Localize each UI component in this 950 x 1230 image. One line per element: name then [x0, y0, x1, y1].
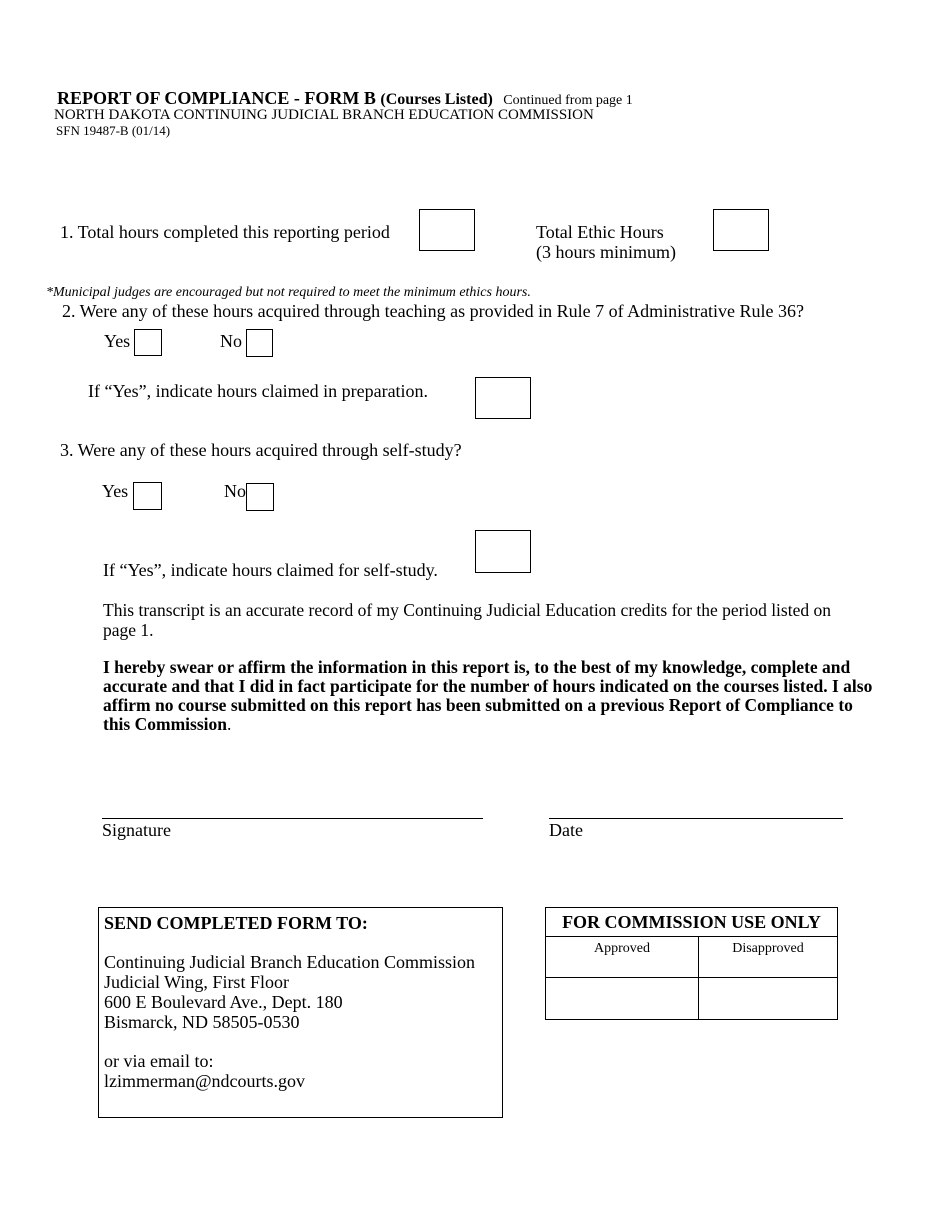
approved-cell[interactable] — [546, 978, 697, 1019]
form-title — [57, 88, 633, 109]
email-address: lzimmerman@ndcourts.gov — [104, 1071, 306, 1091]
q3-no-label: No — [224, 481, 246, 501]
ethics-hours-box[interactable] — [713, 209, 769, 251]
q2-prep-label: If “Yes”, indicate hours claimed in preparation. — [88, 381, 429, 401]
organization-name: NORTH DAKOTA CONTINUING JUDICIAL BRANCH EDUCATION COMMISSION — [54, 107, 594, 123]
address-line2: Judicial Wing, First Floor — [104, 972, 289, 992]
form-number: SFN 19487-B (01/14) — [56, 123, 171, 138]
q2-no-checkbox[interactable] — [246, 329, 273, 357]
address-line3: 600 E Boulevard Ave., Dept. 180 — [104, 992, 343, 1012]
q2-no-label: No — [220, 331, 242, 351]
affirmation-end: . — [226, 714, 232, 734]
q3-no-checkbox[interactable] — [246, 483, 274, 511]
commission-use-heading: FOR COMMISSION USE ONLY — [562, 912, 821, 932]
commission-use-box — [545, 907, 838, 1020]
send-to-heading: SEND COMPLETED FORM TO: — [104, 913, 368, 933]
q3-label: 3. Were any of these hours acquired through self-study? — [60, 440, 462, 460]
q1-label: 1. Total hours completed this reporting period — [60, 222, 390, 242]
q3-yes-label: Yes — [102, 481, 129, 501]
ethics-label-line1: Total Ethic Hours — [536, 222, 664, 242]
q2-yes-checkbox[interactable] — [134, 329, 162, 356]
affirmation-text: I hereby swear or affirm the information in this report is, to the best of my knowledge, complete and accurate and that I did in fact participate for the number of hours indicated on the courses listed. I also affirm no course submitted on this report has been submitted on a previous Report of Compliance to this Commission — [103, 657, 873, 734]
affirmation-statement — [103, 658, 873, 734]
disapproved-label: Disapproved — [732, 941, 804, 956]
form-subtitle: (Courses Listed) — [380, 91, 493, 108]
ethics-label-line2: (3 hours minimum) — [536, 242, 676, 262]
address-line4: Bismarck, ND 58505-0530 — [104, 1012, 300, 1032]
email-intro: or via email to: — [104, 1051, 214, 1071]
q2-label: 2. Were any of these hours acquired through teaching as provided in Rule 7 of Administrative Rule 36? — [62, 301, 805, 321]
address-line1: Continuing Judicial Branch Education Commission — [104, 952, 475, 972]
date-label: Date — [549, 820, 583, 840]
q3-self-study-label: If “Yes”, indicate hours claimed for self-study. — [103, 560, 438, 580]
q2-yes-label: Yes — [104, 331, 131, 351]
self-study-hours-box[interactable] — [475, 530, 531, 573]
continued-note: Continued from page 1 — [503, 93, 633, 108]
transcript-statement: This transcript is an accurate record of my Continuing Judicial Education credits for the period listed on page 1. — [103, 600, 831, 640]
approved-label: Approved — [594, 941, 650, 956]
date-line[interactable] — [549, 803, 843, 819]
municipal-judges-note: *Municipal judges are encouraged but not required to meet the minimum ethics hours. — [46, 285, 531, 300]
commission-divider-top — [546, 936, 837, 937]
prep-hours-box[interactable] — [475, 377, 531, 419]
form-title-text: REPORT OF COMPLIANCE - FORM B — [57, 88, 376, 108]
total-hours-box[interactable] — [419, 209, 475, 251]
send-to-box — [98, 907, 503, 1118]
q3-yes-checkbox[interactable] — [133, 482, 162, 510]
signature-label: Signature — [102, 820, 171, 840]
signature-line[interactable] — [102, 803, 483, 819]
disapproved-cell[interactable] — [700, 978, 837, 1019]
